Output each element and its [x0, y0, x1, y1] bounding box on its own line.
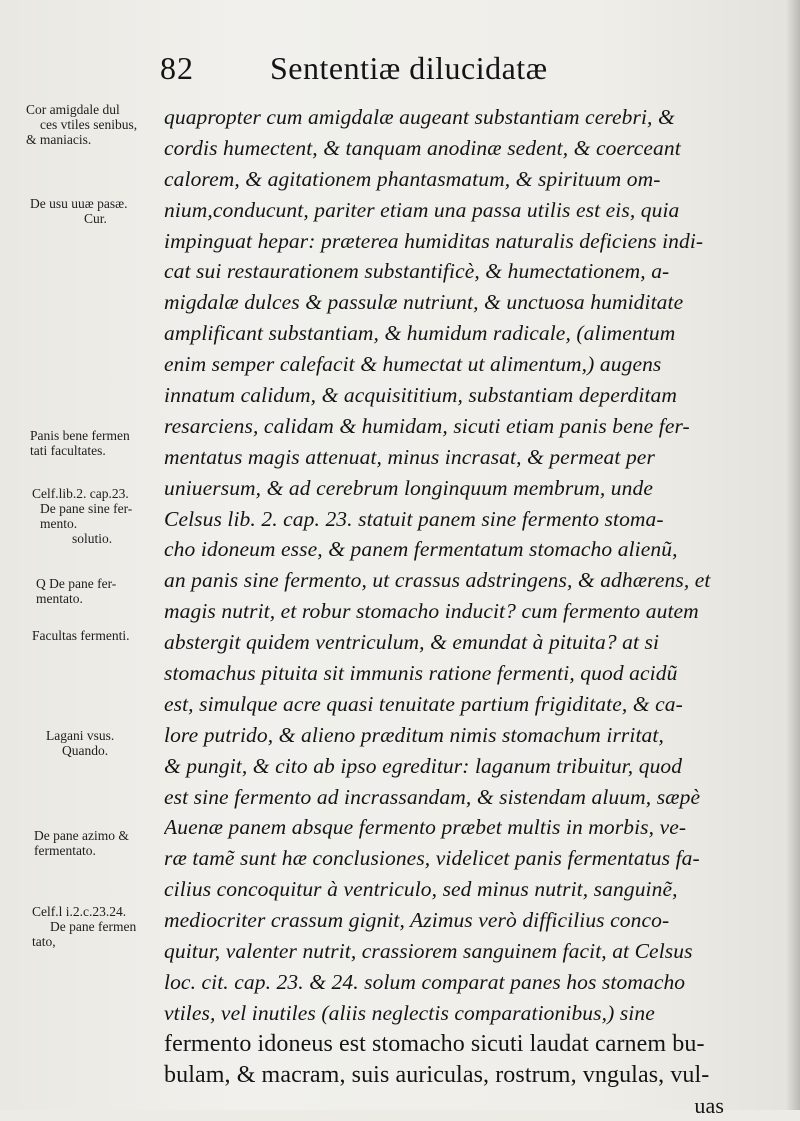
margin-note: De pane azimo & fermentato.: [34, 828, 129, 858]
text-line: Auenæ panem absque fermento præbet multis in morbis, ve-: [164, 812, 738, 843]
text-line: cilius concoquitur à ventriculo, sed minus nutrit, sanguinẽ,: [164, 874, 738, 905]
text-line: impinguat hepar: præterea humiditas naturalis deficiens indi-: [164, 226, 738, 257]
text-line: loc. cit. cap. 23. & 24. solum comparat panes hos stomacho: [164, 967, 738, 998]
text-line: amplificant substantiam, & humidum radicale, (alimentum: [164, 318, 738, 349]
text-line: enim semper calefacit & humectat ut alimentum,) augens: [164, 349, 738, 380]
text-line: fermento idoneus est stomacho sicuti laudat carnem bu-: [164, 1029, 738, 1060]
text-line: cat sui restaurationem substantificè, & humectationem, a-: [164, 256, 738, 287]
text-line: magis nutrit, et robur stomacho inducit? cum fermento autem: [164, 596, 738, 627]
margin-note: Panis bene fermen tati facultates.: [30, 428, 130, 458]
text-line: nium,conducunt, pariter etiam una passa utilis est eis, quia: [164, 195, 738, 226]
text-line: stomachus pituita sit immunis ratione fermenti, quod acidũ: [164, 658, 738, 689]
page-header: [160, 50, 720, 96]
text-line: an panis sine fermento, ut crassus adstringens, & adhærens, et: [164, 565, 738, 596]
margin-notes: [0, 0, 160, 1110]
text-line: & pungit, & cito ab ipso egreditur: laganum tribuitur, quod: [164, 751, 738, 782]
text-line: bulam, & macram, suis auriculas, rostrum, vngulas, vul-: [164, 1060, 738, 1091]
margin-note: Celf.lib.2. cap.23. De pane sine fer- mento. solutio.: [32, 486, 132, 546]
page-number: 82: [160, 50, 194, 87]
margin-note: Lagani vsus. Quando.: [46, 728, 114, 758]
text-line: calorem, & agitationem phantasmatum, & spirituum om-: [164, 164, 738, 195]
text-line: vtiles, vel inutiles (aliis neglectis comparationibus,) sine: [164, 998, 738, 1029]
text-line: migdalæ dulces & passulæ nutriunt, & unctuosa humiditate: [164, 287, 738, 318]
text-line: est sine fermento ad incrassandam, & sistendam aluum, sæpè: [164, 782, 738, 813]
text-line: mentatus magis attenuat, minus incrasat, & permeat per: [164, 442, 738, 473]
text-line: lore putrido, & alieno præditum nimis stomachum irritat,: [164, 720, 738, 751]
running-title: Sententiæ dilucidatæ: [270, 50, 548, 87]
text-line: innatum calidum, & acquisititium, substantiam deperditam: [164, 380, 738, 411]
margin-note: De usu uuæ pasæ. Cur.: [30, 196, 128, 226]
text-line: cho idoneum esse, & panem fermentatum stomacho alienũ,: [164, 534, 738, 565]
margin-note: Cor amigdale dul ces vtiles senibus, & maniacis.: [26, 102, 137, 147]
body-text: [164, 102, 738, 1121]
text-line: abstergit quidem ventriculum, & emundat à pituita? at si: [164, 627, 738, 658]
text-line: resarciens, calidam & humidam, sicuti etiam panis bene fer-: [164, 411, 738, 442]
text-line: uniuersum, & ad cerebrum longinquum membrum, unde: [164, 473, 738, 504]
margin-note: Celf.l i.2.c.23.24. De pane fermen tato,: [32, 904, 136, 949]
text-line: uas: [164, 1091, 738, 1121]
margin-note: Facultas fermenti.: [32, 628, 129, 643]
text-line: quitur, valenter nutrit, crassiorem sanguinem facit, at Celsus: [164, 936, 738, 967]
binding-shadow: [786, 0, 800, 1110]
margin-note: Q De pane fer- mentato.: [36, 576, 116, 606]
text-line: quapropter cum amigdalæ augeant substantiam cerebri, &: [164, 102, 738, 133]
text-line: cordis humectent, & tanquam anodinæ sedent, & coerceant: [164, 133, 738, 164]
text-line: ræ tamẽ sunt hæ conclusiones, videlicet panis fermentatus fa-: [164, 843, 738, 874]
text-line: mediocriter crassum gignit, Azimus verò difficilius conco-: [164, 905, 738, 936]
text-line: est, simulque acre quasi tenuitate partium frigiditate, & ca-: [164, 689, 738, 720]
text-line: Celsus lib. 2. cap. 23. statuit panem sine fermento stoma-: [164, 504, 738, 535]
